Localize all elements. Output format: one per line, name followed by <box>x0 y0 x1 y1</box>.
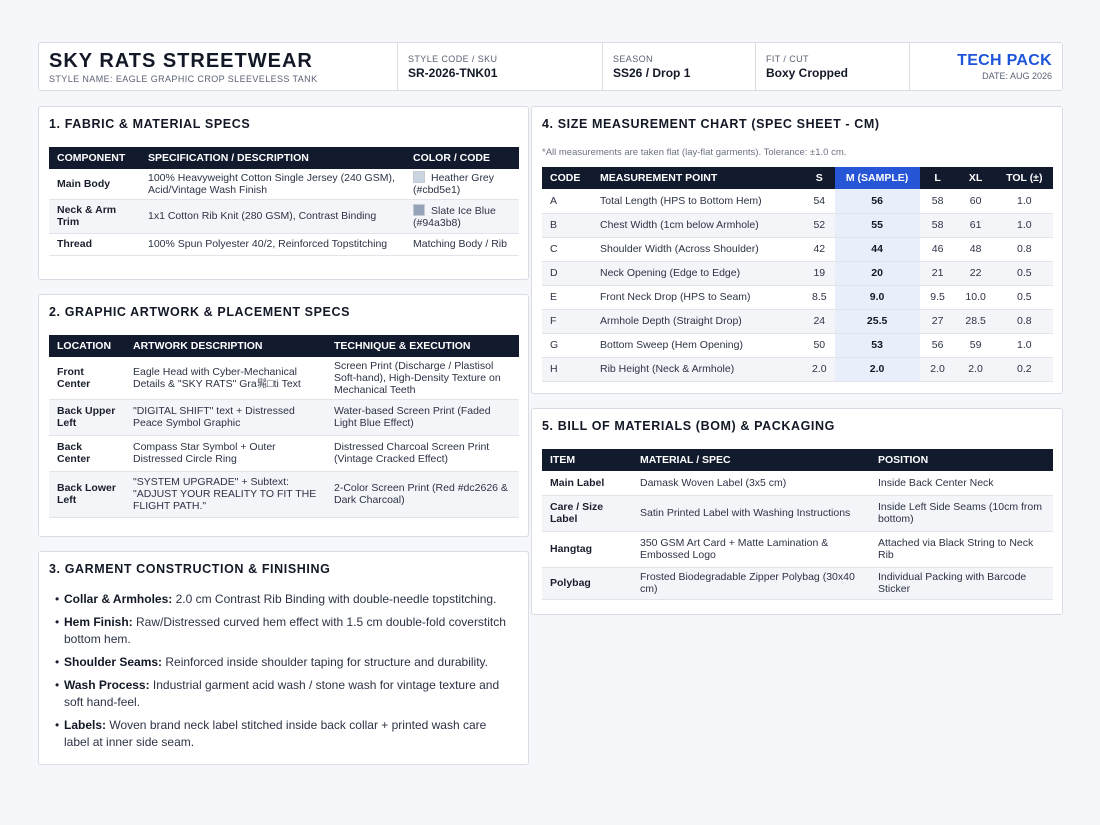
column-header: XL <box>956 167 996 189</box>
technique-cell: Water-based Screen Print (Faded Light Blue Effect) <box>326 399 519 435</box>
measurement-point-cell: Front Neck Drop (HPS to Seam) <box>592 285 804 309</box>
season-value: SS26 / Drop 1 <box>613 66 691 80</box>
code-cell: A <box>542 189 592 213</box>
column-header: MATERIAL / SPEC <box>632 449 870 471</box>
size-xl-cell: 60 <box>956 189 996 213</box>
doc-type-block <box>910 43 1062 90</box>
color-swatch <box>413 204 425 216</box>
column-header: CODE <box>542 167 592 189</box>
brand-block <box>39 43 398 90</box>
position-cell: Attached via Black String to Neck Rib <box>870 531 1053 567</box>
measurement-point-cell: Shoulder Width (Across Shoulder) <box>592 237 804 261</box>
tolerance-cell: 0.5 <box>996 285 1053 309</box>
fit-value: Boxy Cropped <box>766 66 849 80</box>
column-header: COMPONENT <box>49 147 140 169</box>
material-cell: 350 GSM Art Card + Matte Lamination & Embossed Logo <box>632 531 870 567</box>
location-cell: Front Center <box>49 357 125 399</box>
size-m-sample-cell: 20 <box>835 261 920 285</box>
technique-cell: 2-Color Screen Print (Red #dc2626 & Dark Charcoal) <box>326 471 519 517</box>
technique-cell: Distressed Charcoal Screen Print (Vintage Cracked Effect) <box>326 435 519 471</box>
column-header: SPECIFICATION / DESCRIPTION <box>140 147 405 169</box>
size-s-cell: 8.5 <box>804 285 835 309</box>
code-cell: D <box>542 261 592 285</box>
table-row <box>542 495 1053 531</box>
fit-label: FIT / CUT <box>766 54 809 64</box>
size-chart-table <box>542 167 1053 382</box>
spec-cell: 100% Heavyweight Cotton Single Jersey (240 GSM), Acid/Vintage Wash Finish <box>140 169 405 199</box>
artwork-description-cell: Compass Star Symbol + Outer Distressed Circle Ring <box>125 435 326 471</box>
material-cell: Damask Woven Label (3x5 cm) <box>632 471 870 495</box>
tolerance-cell: 1.0 <box>996 333 1053 357</box>
table-row <box>542 213 1053 237</box>
section-title: 5. BILL OF MATERIALS (BOM) & PACKAGING <box>542 419 835 433</box>
artwork-description-cell: Eagle Head with Cyber-Mechanical Details & "SKY RATS" Gra髴□ti Text <box>125 357 326 399</box>
color-label: Matching Body / Rib <box>413 238 507 250</box>
size-chart-section <box>531 106 1063 394</box>
item-text: Woven brand neck label stitched inside back collar + printed wash care label at inner side seam. <box>64 718 487 749</box>
size-m-sample-cell: 44 <box>835 237 920 261</box>
table-row <box>542 567 1053 599</box>
position-cell: Individual Packing with Barcode Sticker <box>870 567 1053 599</box>
size-l-cell: 27 <box>920 309 956 333</box>
size-xl-cell: 61 <box>956 213 996 237</box>
item-cell: Care / Size Label <box>542 495 632 531</box>
graphics-table <box>49 335 519 518</box>
construction-list <box>55 591 515 757</box>
size-xl-cell: 48 <box>956 237 996 261</box>
code-cell: G <box>542 333 592 357</box>
color-label: Slate Ice Blue (#94a3b8) <box>413 204 496 229</box>
material-cell: Frosted Biodegradable Zipper Polybag (30x40 cm) <box>632 567 870 599</box>
size-l-cell: 46 <box>920 237 956 261</box>
position-cell: Inside Left Side Seams (10cm from bottom) <box>870 495 1053 531</box>
bom-section <box>531 408 1063 615</box>
item-text: Raw/Distressed curved hem effect with 1.5 cm double-fold coverstitch bottom hem. <box>64 615 506 646</box>
table-row <box>542 471 1053 495</box>
size-s-cell: 52 <box>804 213 835 237</box>
table-row <box>49 233 519 255</box>
tolerance-cell: 0.5 <box>996 261 1053 285</box>
size-m-sample-cell: 55 <box>835 213 920 237</box>
style-name: STYLE NAME: EAGLE GRAPHIC CROP SLEEVELESS TANK <box>49 74 318 84</box>
size-m-sample-cell: 53 <box>835 333 920 357</box>
size-l-cell: 21 <box>920 261 956 285</box>
size-xl-cell: 10.0 <box>956 285 996 309</box>
table-header-row <box>542 449 1053 471</box>
column-header: COLOR / CODE <box>405 147 519 169</box>
fit-block <box>756 43 910 90</box>
size-l-cell: 58 <box>920 213 956 237</box>
table-row <box>542 531 1053 567</box>
fabric-table <box>49 147 519 256</box>
location-cell: Back Upper Left <box>49 399 125 435</box>
location-cell: Back Center <box>49 435 125 471</box>
table-row <box>542 189 1053 213</box>
measurement-point-cell: Chest Width (1cm below Armhole) <box>592 213 804 237</box>
measurement-note: *All measurements are taken flat (lay-flat garments). Tolerance: ±1.0 cm. <box>542 147 847 158</box>
size-xl-cell: 22 <box>956 261 996 285</box>
tolerance-cell: 0.8 <box>996 237 1053 261</box>
tolerance-cell: 0.2 <box>996 357 1053 381</box>
style-code-value: SR-2026-TNK01 <box>408 66 498 80</box>
graphics-section <box>38 294 529 537</box>
size-xl-cell: 28.5 <box>956 309 996 333</box>
section-title: 3. GARMENT CONSTRUCTION & FINISHING <box>49 562 331 576</box>
color-swatch <box>413 171 425 183</box>
table-row <box>49 357 519 399</box>
style-code-label: STYLE CODE / SKU <box>408 54 498 64</box>
artwork-description-cell: "DIGITAL SHIFT" text + Distressed Peace Symbol Graphic <box>125 399 326 435</box>
size-m-sample-cell: 2.0 <box>835 357 920 381</box>
tolerance-cell: 0.8 <box>996 309 1053 333</box>
size-s-cell: 24 <box>804 309 835 333</box>
component-cell: Neck & Arm Trim <box>49 199 140 233</box>
size-s-cell: 2.0 <box>804 357 835 381</box>
construction-section <box>38 551 529 765</box>
item-text: Reinforced inside shoulder taping for structure and durability. <box>162 655 488 669</box>
column-header-sample: M (SAMPLE) <box>835 167 920 189</box>
table-row <box>49 435 519 471</box>
size-s-cell: 50 <box>804 333 835 357</box>
size-m-sample-cell: 25.5 <box>835 309 920 333</box>
measurement-point-cell: Armhole Depth (Straight Drop) <box>592 309 804 333</box>
tolerance-cell: 1.0 <box>996 213 1053 237</box>
table-header-row <box>49 147 519 169</box>
column-header: ARTWORK DESCRIPTION <box>125 335 326 357</box>
item-label: Wash Process: <box>64 678 150 692</box>
table-row <box>542 357 1053 381</box>
size-s-cell: 42 <box>804 237 835 261</box>
measurement-point-cell: Total Length (HPS to Bottom Hem) <box>592 189 804 213</box>
item-text: 2.0 cm Contrast Rib Binding with double-needle topstitching. <box>172 592 497 606</box>
table-row <box>49 199 519 233</box>
size-l-cell: 58 <box>920 189 956 213</box>
size-m-sample-cell: 9.0 <box>835 285 920 309</box>
location-cell: Back Lower Left <box>49 471 125 517</box>
code-cell: E <box>542 285 592 309</box>
item-cell: Main Label <box>542 471 632 495</box>
spec-cell: 100% Spun Polyester 40/2, Reinforced Topstitching <box>140 233 405 255</box>
code-cell: F <box>542 309 592 333</box>
code-cell: C <box>542 237 592 261</box>
position-cell: Inside Back Center Neck <box>870 471 1053 495</box>
color-cell <box>405 169 519 199</box>
size-l-cell: 2.0 <box>920 357 956 381</box>
table-row <box>49 169 519 199</box>
table-row <box>542 333 1053 357</box>
item-label: Hem Finish: <box>64 615 133 629</box>
bom-table <box>542 449 1053 600</box>
table-header-row <box>542 167 1053 189</box>
tech-pack-header <box>38 42 1063 91</box>
component-cell: Main Body <box>49 169 140 199</box>
table-row <box>542 237 1053 261</box>
item-text: Industrial garment acid wash / stone wash for vintage texture and soft hand-feel. <box>64 678 500 709</box>
table-row <box>542 309 1053 333</box>
section-title: 1. FABRIC & MATERIAL SPECS <box>49 117 251 131</box>
item-label: Collar & Armholes: <box>64 592 173 606</box>
measurement-point-cell: Neck Opening (Edge to Edge) <box>592 261 804 285</box>
measurement-point-cell: Bottom Sweep (Hem Opening) <box>592 333 804 357</box>
doc-date: DATE: AUG 2026 <box>982 71 1052 81</box>
item-label: Shoulder Seams: <box>64 655 163 669</box>
table-row <box>49 471 519 517</box>
column-header: TECHNIQUE & EXECUTION <box>326 335 519 357</box>
measurement-point-cell: Rib Height (Neck & Armhole) <box>592 357 804 381</box>
component-cell: Thread <box>49 233 140 255</box>
list-item <box>55 614 515 648</box>
season-block <box>603 43 756 90</box>
list-item <box>55 654 515 671</box>
table-header-row <box>49 335 519 357</box>
fabric-section <box>38 106 529 280</box>
column-header: MEASUREMENT POINT <box>592 167 804 189</box>
spec-cell: 1x1 Cotton Rib Knit (280 GSM), Contrast Binding <box>140 199 405 233</box>
column-header: L <box>920 167 956 189</box>
season-label: SEASON <box>613 54 653 64</box>
section-title: 4. SIZE MEASUREMENT CHART (SPEC SHEET - CM) <box>542 117 880 131</box>
column-header: TOL (±) <box>996 167 1053 189</box>
brand-title: SKY RATS STREETWEAR <box>49 50 313 72</box>
size-l-cell: 56 <box>920 333 956 357</box>
item-label: Labels: <box>64 718 107 732</box>
column-header: ITEM <box>542 449 632 471</box>
size-m-sample-cell: 56 <box>835 189 920 213</box>
list-item <box>55 591 515 608</box>
section-title: 2. GRAPHIC ARTWORK & PLACEMENT SPECS <box>49 305 351 319</box>
table-row <box>542 261 1053 285</box>
table-row <box>49 399 519 435</box>
style-code-block <box>398 43 603 90</box>
column-header: S <box>804 167 835 189</box>
table-row <box>542 285 1053 309</box>
color-cell <box>405 233 519 255</box>
column-header: POSITION <box>870 449 1053 471</box>
item-cell: Hangtag <box>542 531 632 567</box>
artwork-description-cell: "SYSTEM UPGRADE" + Subtext: "ADJUST YOUR REALITY TO FIT THE FLIGHT PATH." <box>125 471 326 517</box>
column-header: LOCATION <box>49 335 125 357</box>
technique-cell: Screen Print (Discharge / Plastisol Soft-hand), High-Density Texture on Mechanical Teeth <box>326 357 519 399</box>
size-xl-cell: 59 <box>956 333 996 357</box>
tolerance-cell: 1.0 <box>996 189 1053 213</box>
code-cell: H <box>542 357 592 381</box>
size-s-cell: 54 <box>804 189 835 213</box>
list-item <box>55 677 515 711</box>
size-xl-cell: 2.0 <box>956 357 996 381</box>
doc-type-title: TECH PACK <box>957 52 1052 69</box>
size-s-cell: 19 <box>804 261 835 285</box>
color-cell <box>405 199 519 233</box>
size-l-cell: 9.5 <box>920 285 956 309</box>
item-cell: Polybag <box>542 567 632 599</box>
material-cell: Satin Printed Label with Washing Instructions <box>632 495 870 531</box>
code-cell: B <box>542 213 592 237</box>
color-label: Heather Grey (#cbd5e1) <box>413 172 495 197</box>
list-item <box>55 717 515 751</box>
